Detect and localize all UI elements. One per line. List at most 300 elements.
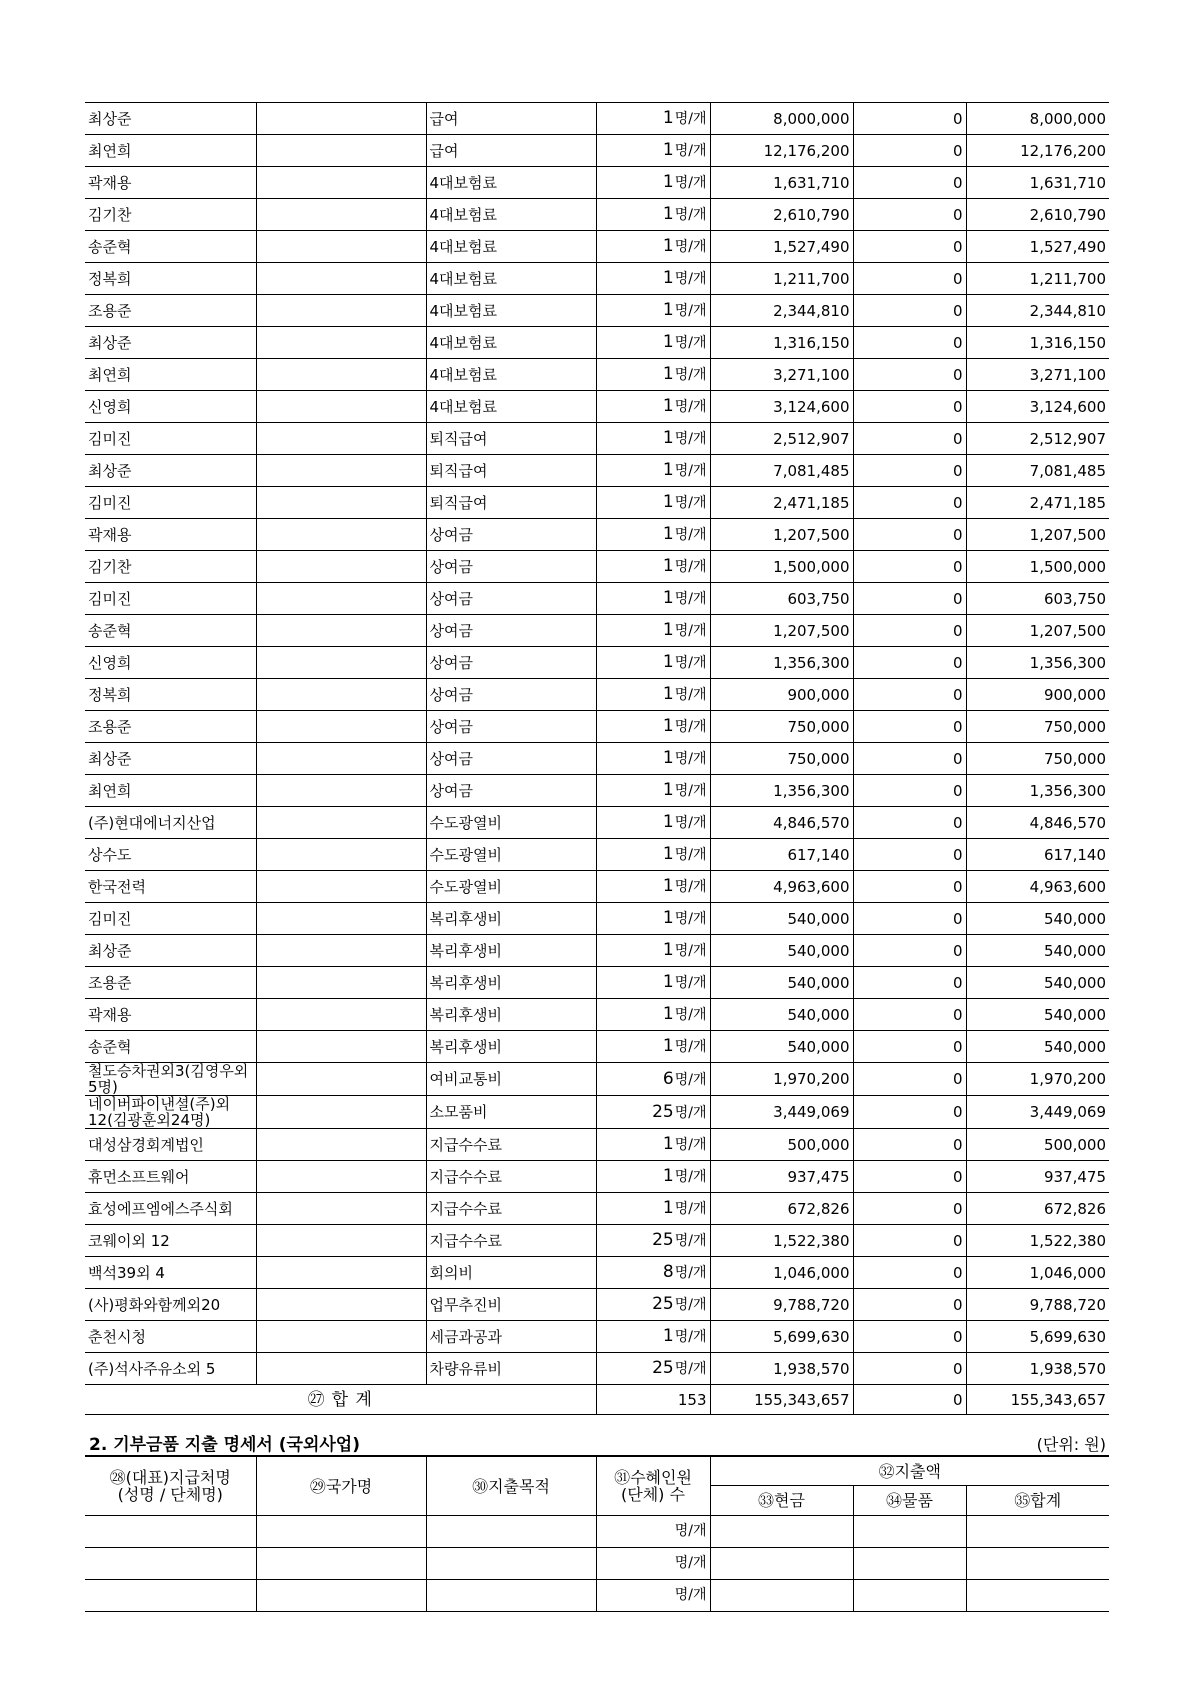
beneficiary-count: 1: [662, 1036, 674, 1056]
total-amount: 7,081,485: [966, 455, 1109, 487]
cash-amount: 3,124,600: [710, 391, 853, 423]
goods-amount: 0: [853, 359, 966, 391]
table-row: [85, 167, 1109, 199]
beneficiary-count-cell: [596, 999, 710, 1031]
goods-amount: 0: [853, 679, 966, 711]
country-cell: [256, 775, 426, 807]
purpose-cell: 지급수수료: [426, 1129, 596, 1161]
goods-amount: 0: [853, 327, 966, 359]
goods-amount: 0: [853, 1257, 966, 1289]
total-amount: 8,000,000: [966, 103, 1109, 135]
header-cash: ㉝현금: [710, 1486, 853, 1516]
count-unit: 명/개: [674, 1169, 707, 1185]
country-cell: [256, 423, 426, 455]
purpose-cell: 차량유류비: [426, 1353, 596, 1385]
goods-amount: 0: [853, 839, 966, 871]
goods-amount: 0: [853, 167, 966, 199]
beneficiary-count-cell: [596, 743, 710, 775]
country-cell: [256, 359, 426, 391]
country-cell: [256, 871, 426, 903]
count-unit: 명/개: [674, 783, 707, 799]
blank-country: [256, 1548, 426, 1580]
payee-name: 상수도: [85, 839, 256, 871]
purpose-cell: 퇴직급여: [426, 423, 596, 455]
header-row-1: [85, 1456, 1109, 1486]
cash-amount: 937,475: [710, 1161, 853, 1193]
total-amount: 1,211,700: [966, 263, 1109, 295]
cash-amount: 1,211,700: [710, 263, 853, 295]
table-row: [85, 1161, 1109, 1193]
count-unit: 명/개: [674, 975, 707, 991]
total-amount: 1,527,490: [966, 231, 1109, 263]
country-cell: [256, 615, 426, 647]
beneficiary-count: 1: [662, 876, 674, 896]
count-unit: 명/개: [674, 207, 707, 223]
country-cell: [256, 711, 426, 743]
total-amount: 3,124,600: [966, 391, 1109, 423]
goods-amount: 0: [853, 391, 966, 423]
goods-amount: 0: [853, 583, 966, 615]
beneficiary-count: 1: [662, 652, 674, 672]
count-unit: 명/개: [674, 303, 707, 319]
beneficiary-count: 25: [652, 1101, 674, 1122]
country-cell: [256, 967, 426, 999]
beneficiary-count-cell: [596, 423, 710, 455]
cash-amount: 617,140: [710, 839, 853, 871]
cash-amount: 4,846,570: [710, 807, 853, 839]
goods-amount: 0: [853, 423, 966, 455]
blank-country: [256, 1516, 426, 1548]
total-amount: 617,140: [966, 839, 1109, 871]
country-cell: [256, 839, 426, 871]
count-unit: 명/개: [674, 1071, 707, 1088]
country-cell: [256, 1129, 426, 1161]
purpose-cell: 수도광열비: [426, 807, 596, 839]
total-amount: 672,826: [966, 1193, 1109, 1225]
total-amount: 540,000: [966, 999, 1109, 1031]
purpose-cell: 4대보험료: [426, 167, 596, 199]
count-unit: 명/개: [674, 1039, 707, 1055]
table-row: [85, 327, 1109, 359]
table-row: [85, 1321, 1109, 1353]
total-amount: 1,046,000: [966, 1257, 1109, 1289]
payee-name: 대성삼경회계법인: [85, 1129, 256, 1161]
count-unit: 명/개: [674, 1137, 707, 1153]
purpose-cell: 급여: [426, 135, 596, 167]
goods-amount: 0: [853, 551, 966, 583]
total-label-cell: [85, 1385, 596, 1415]
country-cell: [256, 1225, 426, 1257]
table-row: [85, 359, 1109, 391]
payee-name: (주)석사주유소외 5: [85, 1353, 256, 1385]
country-cell: [256, 1257, 426, 1289]
purpose-cell: 상여금: [426, 519, 596, 551]
cash-amount: 1,631,710: [710, 167, 853, 199]
beneficiary-count: 1: [662, 748, 674, 768]
beneficiary-count: 1: [662, 556, 674, 576]
count-unit: 명/개: [674, 1361, 707, 1377]
payee-name: 곽재용: [85, 167, 256, 199]
goods-amount: 0: [853, 1353, 966, 1385]
count-unit: 명/개: [674, 495, 707, 511]
beneficiary-count-cell: [596, 135, 710, 167]
payee-name: 신영희: [85, 391, 256, 423]
beneficiary-count-cell: [596, 231, 710, 263]
beneficiary-count-cell: [596, 103, 710, 135]
cash-amount: 540,000: [710, 1031, 853, 1063]
country-cell: [256, 167, 426, 199]
beneficiary-count-cell: [596, 551, 710, 583]
beneficiary-count: 1: [662, 172, 674, 192]
table-row: [85, 839, 1109, 871]
purpose-cell: 상여금: [426, 583, 596, 615]
beneficiary-count: 1: [662, 972, 674, 992]
payee-name: 김미진: [85, 583, 256, 615]
count-unit: 명/개: [674, 239, 707, 255]
blank-purpose: [426, 1516, 596, 1548]
goods-amount: 0: [853, 807, 966, 839]
count-unit: 명/개: [674, 335, 707, 351]
beneficiary-count-cell: [596, 455, 710, 487]
goods-amount: 0: [853, 871, 966, 903]
beneficiary-count: 1: [662, 1134, 674, 1154]
beneficiary-count-cell: [596, 391, 710, 423]
blank-name: [85, 1548, 256, 1580]
cash-amount: 1,046,000: [710, 1257, 853, 1289]
blank-goods: [853, 1548, 966, 1580]
cash-amount: 5,699,630: [710, 1321, 853, 1353]
purpose-cell: 소모품비: [426, 1096, 596, 1129]
cash-amount: 1,356,300: [710, 647, 853, 679]
goods-amount: 0: [853, 1289, 966, 1321]
cash-amount: 540,000: [710, 999, 853, 1031]
payee-name: 최연희: [85, 775, 256, 807]
payee-name: 송준혁: [85, 615, 256, 647]
cash-amount: 3,449,069: [710, 1096, 853, 1129]
cash-amount: 2,610,790: [710, 199, 853, 231]
table-row: [85, 807, 1109, 839]
country-cell: [256, 455, 426, 487]
blank-cash: [710, 1580, 853, 1612]
goods-amount: 0: [853, 455, 966, 487]
beneficiary-count: 25: [652, 1294, 674, 1314]
cash-amount: 672,826: [710, 1193, 853, 1225]
payee-name: (사)평화와함께외20: [85, 1289, 256, 1321]
blank-purpose: [426, 1580, 596, 1612]
overseas-expense-rows: [85, 1516, 1109, 1612]
header-purpose: ㉚지출목적: [426, 1456, 596, 1516]
payee-name: 네이버파이낸셜(주)외12(김광훈외24명): [85, 1096, 256, 1129]
header-name: [85, 1456, 256, 1516]
section2-title: 2. 기부금품 지출 명세서 (국외사업): [89, 1435, 360, 1455]
total-amount: 3,449,069: [966, 1096, 1109, 1129]
beneficiary-count: 1: [662, 364, 674, 384]
blank-total: [966, 1516, 1109, 1548]
payee-name: 김기찬: [85, 199, 256, 231]
goods-amount: 0: [853, 711, 966, 743]
count-unit: 명/개: [674, 111, 707, 127]
total-amount: 2,610,790: [966, 199, 1109, 231]
purpose-cell: 4대보험료: [426, 359, 596, 391]
header-amount: ㉜지출액: [710, 1456, 1109, 1486]
goods-amount: 0: [853, 487, 966, 519]
total-amount: 5,699,630: [966, 1321, 1109, 1353]
goods-amount: 0: [853, 295, 966, 327]
count-unit: 명/개: [674, 271, 707, 287]
table-row: [85, 615, 1109, 647]
blank-name: [85, 1516, 256, 1548]
blank-cash: [710, 1516, 853, 1548]
table-row: [85, 711, 1109, 743]
header-count: [596, 1456, 710, 1516]
table-row: [85, 231, 1109, 263]
total-cash: 155,343,657: [710, 1385, 853, 1415]
section2-unit-note: (단위: 원): [1036, 1435, 1106, 1454]
total-amount: 2,471,185: [966, 487, 1109, 519]
header-name-main: ㉘(대표)지급처명: [109, 1468, 231, 1487]
cash-amount: 4,963,600: [710, 871, 853, 903]
country-cell: [256, 551, 426, 583]
table-row: [85, 679, 1109, 711]
beneficiary-count: 1: [662, 844, 674, 864]
blank-count-unit: 명/개: [596, 1516, 710, 1548]
total-amount: 1,522,380: [966, 1225, 1109, 1257]
beneficiary-count: 1: [662, 492, 674, 512]
total-amount: 12,176,200: [966, 135, 1109, 167]
country-cell: [256, 935, 426, 967]
payee-name: 한국전력: [85, 871, 256, 903]
count-unit: 명/개: [674, 911, 707, 927]
blank-row: [85, 1548, 1109, 1580]
total-amount: 540,000: [966, 967, 1109, 999]
country-cell: [256, 583, 426, 615]
beneficiary-count: 1: [662, 428, 674, 448]
payee-name: 최상준: [85, 103, 256, 135]
total-amount: 3,271,100: [966, 359, 1109, 391]
beneficiary-count-cell: [596, 199, 710, 231]
total-amount: 1,356,300: [966, 775, 1109, 807]
purpose-cell: 4대보험료: [426, 231, 596, 263]
table-row: [85, 647, 1109, 679]
goods-amount: 0: [853, 1129, 966, 1161]
country-cell: [256, 1063, 426, 1096]
country-cell: [256, 231, 426, 263]
beneficiary-count-cell: [596, 487, 710, 519]
beneficiary-count-cell: [596, 1129, 710, 1161]
purpose-cell: 복리후생비: [426, 1031, 596, 1063]
count-unit: 명/개: [674, 559, 707, 575]
purpose-cell: 상여금: [426, 775, 596, 807]
table-row: [85, 1257, 1109, 1289]
section2-heading: [85, 1415, 1109, 1455]
total-amount: 2,512,907: [966, 423, 1109, 455]
table-row: [85, 1353, 1109, 1385]
beneficiary-count: 25: [652, 1358, 674, 1378]
payee-name: 최연희: [85, 359, 256, 391]
total-amount: 540,000: [966, 903, 1109, 935]
country-cell: [256, 999, 426, 1031]
table-row: [85, 135, 1109, 167]
payee-name: 신영희: [85, 647, 256, 679]
table-row: [85, 1193, 1109, 1225]
payee-name: 곽재용: [85, 999, 256, 1031]
blank-cash: [710, 1548, 853, 1580]
purpose-cell: 상여금: [426, 711, 596, 743]
country-cell: [256, 391, 426, 423]
overseas-expense-table: [85, 1455, 1109, 1612]
beneficiary-count-cell: [596, 1257, 710, 1289]
purpose-cell: 여비교통비: [426, 1063, 596, 1096]
header-goods: ㉞물품: [853, 1486, 966, 1516]
domestic-expense-table: [85, 102, 1109, 1415]
beneficiary-count-cell: [596, 903, 710, 935]
beneficiary-count: 1: [662, 524, 674, 544]
beneficiary-count-cell: [596, 1096, 710, 1129]
total-amount: 540,000: [966, 1031, 1109, 1063]
blank-goods: [853, 1580, 966, 1612]
country-cell: [256, 295, 426, 327]
blank-row: [85, 1580, 1109, 1612]
count-unit: 명/개: [674, 1233, 707, 1249]
table-row: [85, 935, 1109, 967]
purpose-cell: 복리후생비: [426, 967, 596, 999]
payee-name: 김미진: [85, 903, 256, 935]
payee-name: 최상준: [85, 743, 256, 775]
table-row: [85, 551, 1109, 583]
count-unit: 명/개: [674, 431, 707, 447]
total-amount: 500,000: [966, 1129, 1109, 1161]
count-unit: 명/개: [674, 943, 707, 959]
goods-amount: 0: [853, 743, 966, 775]
table-row: [85, 519, 1109, 551]
beneficiary-count-cell: [596, 775, 710, 807]
purpose-cell: 4대보험료: [426, 295, 596, 327]
country-cell: [256, 807, 426, 839]
cash-amount: 3,271,100: [710, 359, 853, 391]
total-count: 153: [596, 1385, 710, 1415]
header-count-sub: (단체) 수: [621, 1485, 685, 1504]
goods-amount: 0: [853, 1193, 966, 1225]
beneficiary-count-cell: [596, 583, 710, 615]
table-row: [85, 775, 1109, 807]
blank-name: [85, 1580, 256, 1612]
beneficiary-count-cell: [596, 1321, 710, 1353]
total-amount: 1,207,500: [966, 519, 1109, 551]
cash-amount: 1,316,150: [710, 327, 853, 359]
cash-amount: 1,522,380: [710, 1225, 853, 1257]
goods-amount: 0: [853, 615, 966, 647]
country-cell: [256, 103, 426, 135]
goods-amount: 0: [853, 1225, 966, 1257]
count-unit: 명/개: [674, 1104, 707, 1121]
country-cell: [256, 519, 426, 551]
count-unit: 명/개: [674, 527, 707, 543]
table-row: [85, 263, 1109, 295]
blank-count-unit: 명/개: [596, 1580, 710, 1612]
beneficiary-count-cell: [596, 519, 710, 551]
beneficiary-count-cell: [596, 327, 710, 359]
country-cell: [256, 679, 426, 711]
purpose-cell: 4대보험료: [426, 327, 596, 359]
payee-name: 정복희: [85, 679, 256, 711]
beneficiary-count-cell: [596, 839, 710, 871]
purpose-cell: 지급수수료: [426, 1225, 596, 1257]
table-row: [85, 903, 1109, 935]
purpose-cell: 지급수수료: [426, 1161, 596, 1193]
purpose-cell: 4대보험료: [426, 391, 596, 423]
payee-name: 송준혁: [85, 1031, 256, 1063]
cash-amount: 1,938,570: [710, 1353, 853, 1385]
goods-amount: 0: [853, 903, 966, 935]
total-amount: 900,000: [966, 679, 1109, 711]
table-row: [85, 391, 1109, 423]
country-cell: [256, 1193, 426, 1225]
beneficiary-count-cell: [596, 615, 710, 647]
count-unit: 명/개: [674, 399, 707, 415]
domestic-expense-rows: [85, 103, 1109, 1385]
payee-name: 조용준: [85, 295, 256, 327]
table-row: [85, 487, 1109, 519]
total-amount: 2,344,810: [966, 295, 1109, 327]
goods-amount: 0: [853, 231, 966, 263]
goods-amount: 0: [853, 775, 966, 807]
goods-amount: 0: [853, 1031, 966, 1063]
beneficiary-count: 1: [662, 204, 674, 224]
table-row: [85, 967, 1109, 999]
beneficiary-count-cell: [596, 1161, 710, 1193]
country-cell: [256, 1353, 426, 1385]
purpose-cell: 퇴직급여: [426, 455, 596, 487]
beneficiary-count-cell: [596, 1225, 710, 1257]
beneficiary-count-cell: [596, 647, 710, 679]
payee-name: 곽재용: [85, 519, 256, 551]
country-cell: [256, 903, 426, 935]
count-unit: 명/개: [674, 655, 707, 671]
table-row: [85, 423, 1109, 455]
beneficiary-count-cell: [596, 1289, 710, 1321]
cash-amount: 540,000: [710, 903, 853, 935]
total-amount: 603,750: [966, 583, 1109, 615]
cash-amount: 1,970,200: [710, 1063, 853, 1096]
total-amount: 1,500,000: [966, 551, 1109, 583]
beneficiary-count: 1: [662, 460, 674, 480]
beneficiary-count: 25: [652, 1230, 674, 1250]
total-sum: 155,343,657: [966, 1385, 1109, 1415]
blank-count-unit: 명/개: [596, 1548, 710, 1580]
cash-amount: 7,081,485: [710, 455, 853, 487]
beneficiary-count: 1: [662, 780, 674, 800]
beneficiary-count-cell: [596, 359, 710, 391]
count-unit: 명/개: [674, 1297, 707, 1313]
document-page: [85, 102, 1109, 1612]
payee-name: 최상준: [85, 455, 256, 487]
total-amount: 1,938,570: [966, 1353, 1109, 1385]
cash-amount: 2,344,810: [710, 295, 853, 327]
table-row: [85, 295, 1109, 327]
goods-amount: 0: [853, 519, 966, 551]
goods-amount: 0: [853, 967, 966, 999]
total-amount: 1,970,200: [966, 1063, 1109, 1096]
beneficiary-count-cell: [596, 807, 710, 839]
count-unit: 명/개: [674, 751, 707, 767]
total-amount: 9,788,720: [966, 1289, 1109, 1321]
table-row: [85, 1096, 1109, 1129]
purpose-cell: 회의비: [426, 1257, 596, 1289]
purpose-cell: 4대보험료: [426, 199, 596, 231]
beneficiary-count-cell: [596, 1353, 710, 1385]
goods-amount: 0: [853, 647, 966, 679]
payee-name: 정복희: [85, 263, 256, 295]
